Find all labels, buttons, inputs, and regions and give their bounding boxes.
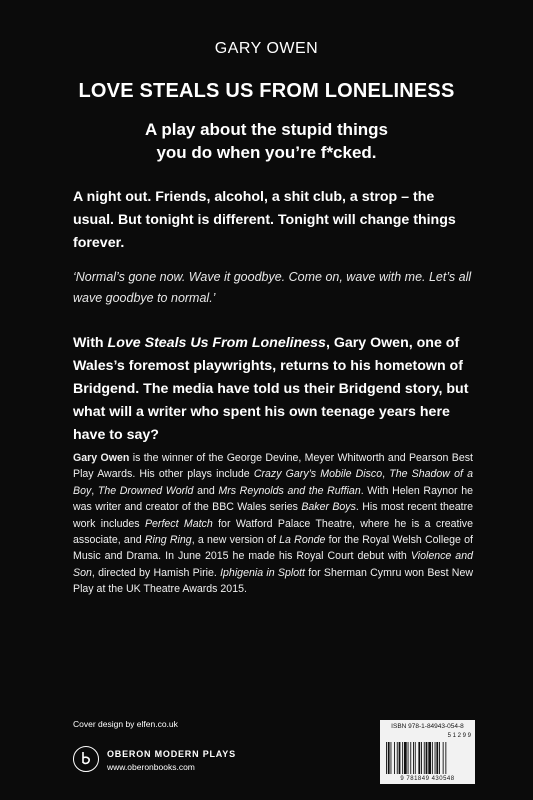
blurb-main <box>73 332 473 447</box>
tagline <box>0 118 533 164</box>
barcode-bars-icon <box>386 742 469 774</box>
price-code: 5 1 2 9 9 <box>447 733 471 739</box>
bio-work-title: Mrs Reynolds and the Ruffian <box>218 484 361 497</box>
bio-work-title: The Drowned World <box>97 484 194 497</box>
blurb-intro: A night out. Friends, alcohol, a shit club, a strop – the usual. But tonight is different. Tonight will change things forever. <box>73 189 456 251</box>
bio-text: , <box>382 468 390 481</box>
bio-name: Gary Owen <box>73 452 130 464</box>
bio-text: , a new version of <box>191 534 280 547</box>
bio-text: . His most recent theatre work includes <box>73 501 473 530</box>
tagline-line-1: A play about the stupid things <box>144 120 389 139</box>
bio-text: is the winner of the George Devine, Meyer Whitworth and Pearson Best Play Awards. His other plays include <box>73 452 473 481</box>
author-bio <box>73 450 473 598</box>
bio-text: for Sherman Cymru won Best New Play at the UK Theatre Awards 2015. <box>73 566 473 596</box>
isbn-label: ISBN 978-1-84943-054-8 <box>391 723 464 730</box>
bio-text: for Watford Palace Theatre, where he is a creative associate, and <box>73 517 473 547</box>
bio-work-title: Crazy Gary’s Mobile Disco <box>253 468 383 481</box>
blurb-main-pre: With <box>73 335 108 351</box>
bio-work-title: Perfect Match <box>144 517 213 530</box>
bio-work-title: Ring Ring <box>144 534 192 547</box>
bio-text: , directed by Hamish Pirie. <box>91 566 221 579</box>
bio-work-title: Violence and Son <box>73 550 473 579</box>
bio-work-title: Baker Boys <box>301 501 356 514</box>
barcode-digits: 9 781849 430548 <box>400 776 455 782</box>
bio-work-title: The Shadow of a Boy <box>73 468 473 497</box>
bio-work-title: La Ronde <box>279 534 326 547</box>
isbn-barcode <box>380 720 475 784</box>
bio-text: , <box>91 484 98 497</box>
pull-quote: ‘Normal’s gone now. Wave it goodbye. Come on, wave with me. Let’s all wave goodbye to normal.’ <box>73 270 472 305</box>
publisher-url: www.oberonbooks.com <box>107 762 195 772</box>
bio-work-title: Iphigenia in Splott <box>220 566 305 579</box>
bio-text: . With Helen Raynor he was writer and creator of the BBC Wales series <box>73 484 474 514</box>
blurb-main-title: Love Steals Us From Loneliness <box>107 335 326 351</box>
bio-text: for the Royal Welsh College of Music and Drama. In June 2015 he made his Royal Court debut with <box>73 534 473 563</box>
book-title: LOVE STEALS US FROM LONELINESS <box>78 80 455 102</box>
author-name: GARY OWEN <box>214 40 319 57</box>
cover-design-credit: Cover design by elfen.co.uk <box>73 719 178 729</box>
blurb-main-post: , Gary Owen, one of Wales’s foremost playwrights, returns to his hometown of Bridgend. The media have told us their Bridgend story, but what will a writer who spent his own teenage years here have to say? <box>73 335 469 443</box>
publisher-name: OBERON MODERN PLAYS <box>107 749 236 759</box>
bio-text: and <box>193 484 219 497</box>
oberon-logo-icon <box>73 746 99 772</box>
publisher-block <box>73 744 293 774</box>
tagline-line-2: you do when you’re f*cked. <box>156 143 377 162</box>
